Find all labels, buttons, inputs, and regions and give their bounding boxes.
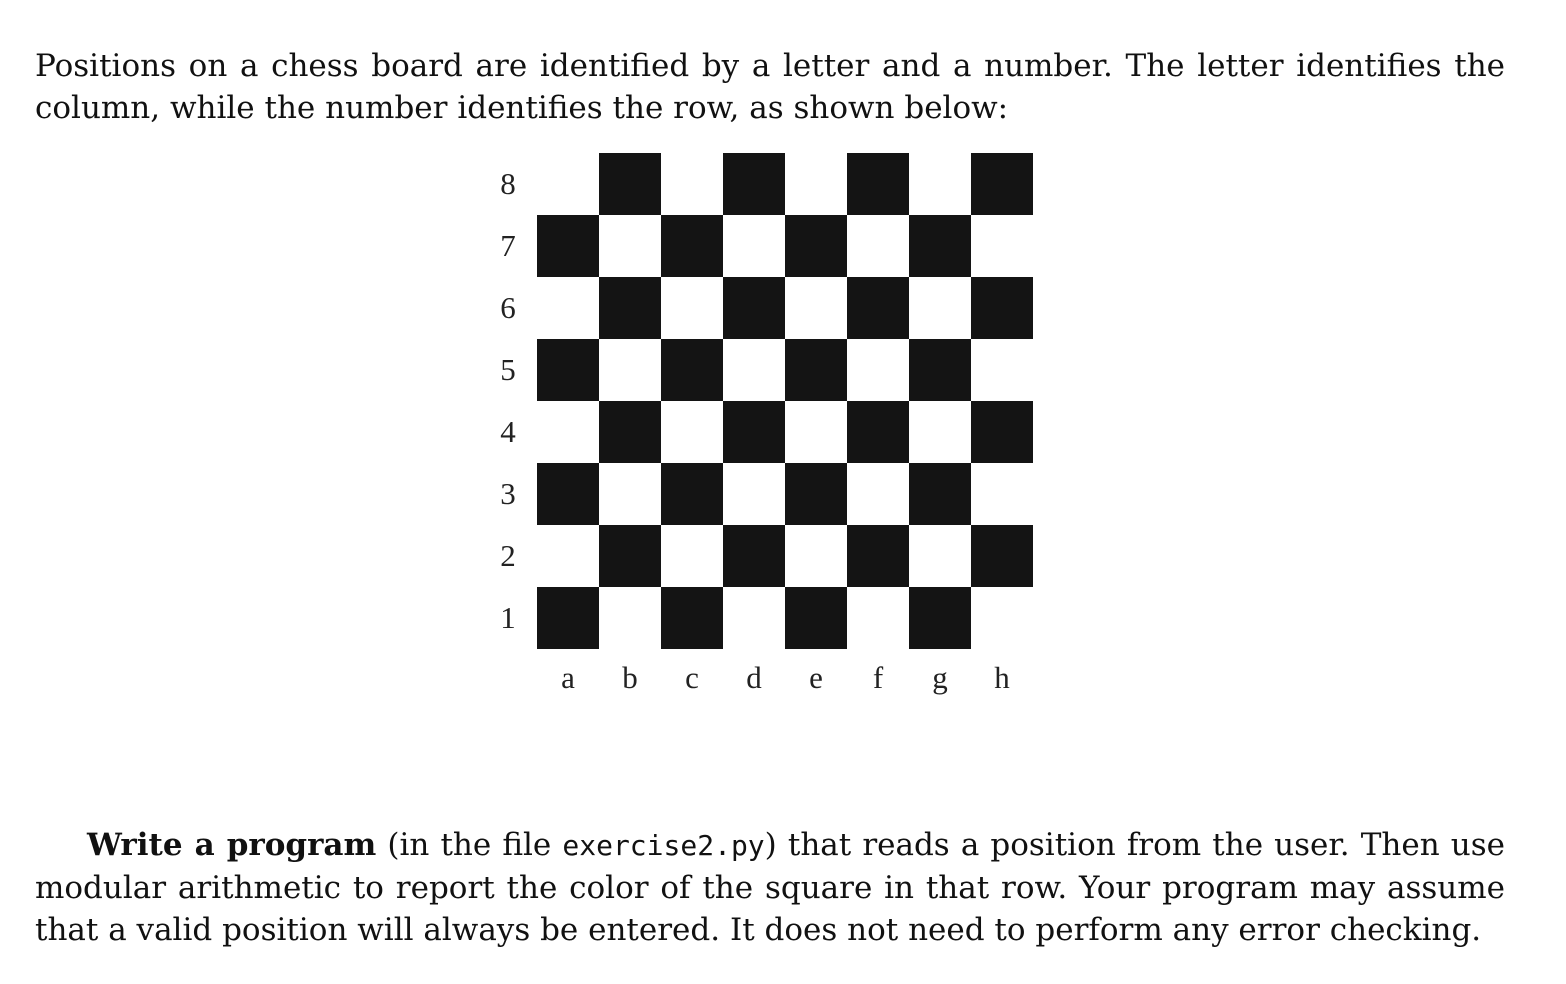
file-label-e: e (809, 660, 823, 695)
file-label-g: g (932, 660, 948, 695)
square-a5 (537, 339, 599, 401)
rank-label-7: 7 (500, 228, 516, 263)
square-e5 (785, 339, 847, 401)
square-g3 (909, 463, 971, 525)
square-e1 (785, 587, 847, 649)
square-h5 (971, 339, 1033, 401)
square-d1 (723, 587, 785, 649)
square-e2 (785, 525, 847, 587)
square-b7 (599, 215, 661, 277)
square-f1 (847, 587, 909, 649)
task-text-a: (in the file (376, 827, 563, 863)
square-d6 (723, 277, 785, 339)
square-f7 (847, 215, 909, 277)
file-label-b: b (622, 660, 638, 695)
square-c7 (661, 215, 723, 277)
square-a1 (537, 587, 599, 649)
intro-paragraph: Positions on a chess board are identified by a letter and a number. The letter identifies the column, while the number identifies the row, as shown below: (35, 48, 1505, 126)
rank-label-4: 4 (500, 414, 516, 449)
square-c6 (661, 277, 723, 339)
square-d4 (723, 401, 785, 463)
square-g1 (909, 587, 971, 649)
file-label-a: a (561, 660, 575, 695)
square-g6 (909, 277, 971, 339)
square-g7 (909, 215, 971, 277)
square-b6 (599, 277, 661, 339)
file-label-f: f (872, 660, 884, 695)
square-g5 (909, 339, 971, 401)
rank-label-8: 8 (500, 166, 516, 201)
rank-label-2: 2 (500, 538, 516, 573)
square-f2 (847, 525, 909, 587)
square-f8 (847, 153, 909, 215)
rank-label-5: 5 (500, 352, 516, 387)
square-d8 (723, 153, 785, 215)
square-d5 (723, 339, 785, 401)
filename: exercise2.py (562, 829, 765, 862)
rank-label-6: 6 (500, 290, 516, 325)
square-f4 (847, 401, 909, 463)
square-c3 (661, 463, 723, 525)
square-h6 (971, 277, 1033, 339)
square-f6 (847, 277, 909, 339)
square-f5 (847, 339, 909, 401)
task-text-b: ) that reads a position from the user. Then use modular arithmetic to report the color of the square in that row. Your program may assume that a valid position will always be entered. It does not need to perform any error checking. (35, 827, 1505, 948)
square-f3 (847, 463, 909, 525)
square-a2 (537, 525, 599, 587)
task-paragraph (35, 824, 1505, 951)
square-h7 (971, 215, 1033, 277)
square-c8 (661, 153, 723, 215)
file-label-c: c (685, 660, 699, 695)
square-b3 (599, 463, 661, 525)
task-bold-lead: Write a program (87, 827, 377, 863)
square-d7 (723, 215, 785, 277)
square-a7 (537, 215, 599, 277)
file-label-h: h (994, 660, 1010, 695)
square-h3 (971, 463, 1033, 525)
square-g4 (909, 401, 971, 463)
square-a8 (537, 153, 599, 215)
square-a3 (537, 463, 599, 525)
square-b5 (599, 339, 661, 401)
square-d3 (723, 463, 785, 525)
rank-label-1: 1 (500, 600, 516, 635)
square-b4 (599, 401, 661, 463)
rank-label-3: 3 (500, 476, 516, 511)
file-label-d: d (746, 660, 762, 695)
square-e6 (785, 277, 847, 339)
square-e4 (785, 401, 847, 463)
square-e7 (785, 215, 847, 277)
square-d2 (723, 525, 785, 587)
square-e8 (785, 153, 847, 215)
square-c4 (661, 401, 723, 463)
square-b2 (599, 525, 661, 587)
square-g8 (909, 153, 971, 215)
square-e3 (785, 463, 847, 525)
square-h4 (971, 401, 1033, 463)
square-a6 (537, 277, 599, 339)
square-h1 (971, 587, 1033, 649)
square-b1 (599, 587, 661, 649)
square-g2 (909, 525, 971, 587)
square-h2 (971, 525, 1033, 587)
square-a4 (537, 401, 599, 463)
square-c2 (661, 525, 723, 587)
square-c1 (661, 587, 723, 649)
square-c5 (661, 339, 723, 401)
square-h8 (971, 153, 1033, 215)
square-b8 (599, 153, 661, 215)
